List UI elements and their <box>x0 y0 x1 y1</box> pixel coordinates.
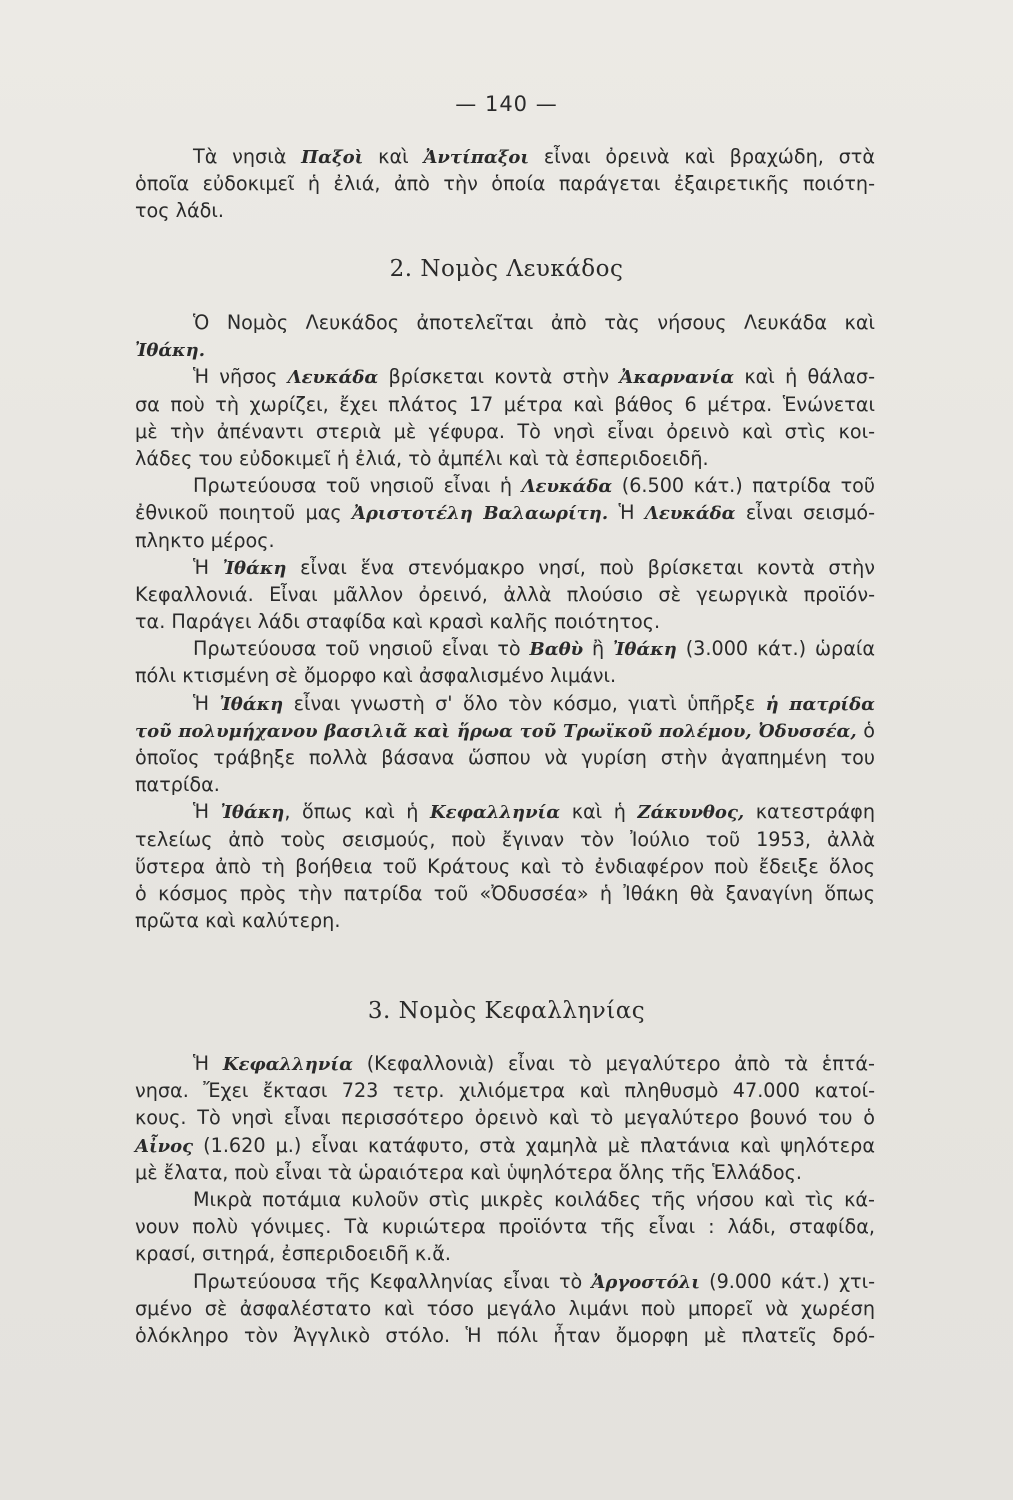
text-line: Κεφαλλονιά. Εἶναι μᾶλλον ὀρεινό, ἀλλὰ πλούσιο σὲ γεωργικὰ προϊόν- <box>135 582 875 606</box>
page-number: — 140 — <box>455 92 558 116</box>
text-line: τοῦ πολυμήχανου βασιλιᾶ καὶ ἥρωα τοῦ Τρωϊκοῦ πολέμου, Ὀδυσσέα, ὁ <box>135 718 875 742</box>
place-paxoi: Παξοὶ <box>301 147 364 168</box>
text-line: πληκτο μέρος. <box>135 528 275 552</box>
text-line: ἐθνικοῦ ποιητοῦ μας Ἀριστοτέλη Βαλαωρίτη. Ἡ Λευκάδα εἶναι σεισμό- <box>135 501 876 525</box>
lefkada-section <box>135 309 875 934</box>
text-line: κους. Τὸ νησὶ εἶναι περισσότερο ὀρεινὸ καὶ τὸ μεγαλύτερο βουνό του ὁ <box>135 1106 875 1130</box>
text-line: μὲ ἔλατα, ποὺ εἶναι τὰ ὡραιότερα καὶ ὑψηλότερα ὅλης τῆς Ἑλλάδος. <box>135 1160 802 1184</box>
text-line: Ἡ νῆσος Λευκάδα βρίσκεται κοντὰ στὴν Ἀκαρνανία καὶ ἡ θάλασ- <box>193 365 875 389</box>
intro-paragraph <box>135 143 875 225</box>
text-line: τα. Παράγει λάδι σταφίδα καὶ κρασὶ καλῆς ποιότητος. <box>135 610 661 634</box>
text-line: ὁποῖα εὐδοκιμεῖ ἡ ἐλιά, ἀπὸ τὴν ὁποία παράγεται ἐξαιρετικῆς ποιότη- <box>135 172 875 196</box>
text-line: Αἶνος (1.620 μ.) εἶναι κατάφυτο, στὰ χαμηλὰ μὲ πλατάνια καὶ ψηλότερα <box>135 1133 875 1157</box>
text-line: πατρίδα. <box>135 773 220 797</box>
text-line: Ἡ Ἰθάκη εἶναι γνωστὴ σ' ὅλο τὸν κόσμο, γιατὶ ὑπῆρξε ἡ πατρίδα <box>193 691 875 715</box>
text-line: τελείως ἀπὸ τοὺς σεισμούς, ποὺ ἔγιναν τὸν Ἰούλιο τοῦ 1953, ἀλλὰ <box>135 827 875 851</box>
section-heading-kefallinia: 3. Νομὸς Κεφαλληνίας <box>367 998 646 1024</box>
text-line: ὁποῖος τράβηξε πολλὰ βάσανα ὥσπου νὰ γυρίση στὴν ἀγαπημένη του <box>135 746 875 769</box>
text-line: σα ποὺ τὴ χωρίζει, ἔχει πλάτος 17 μέτρα καὶ βάθος 6 μέτρα. Ἑνώνεται <box>135 392 875 416</box>
text-line: μὲ τὴν ἀπέναντι στεριὰ μὲ γέφυρα. Τὸ νησὶ εἶναι ὀρεινὸ καὶ στὶς κοι- <box>135 419 875 443</box>
section-heading-lefkada: 2. Νομὸς Λευκάδος <box>389 256 624 282</box>
text-line: Ὁ Νομὸς Λευκάδος ἀποτελεῖται ἀπὸ τὰς νήσους Λευκάδα καὶ <box>193 311 875 334</box>
text-line: λάδες του εὐδοκιμεῖ ἡ ἐλιά, τὸ ἀμπέλι καὶ τὰ ἐσπεριδοειδῆ. <box>135 446 709 470</box>
text-line: Ἡ Κεφαλληνία (Κεφαλλονιὰ) εἶναι τὸ μεγαλύτερο ἀπὸ τὰ ἑπτά- <box>193 1052 875 1075</box>
text-line: ὁλόκληρο τὸν Ἀγγλικὸ στόλο. Ἡ πόλι ἦταν ὄμορφη μὲ πλατεῖς δρό- <box>135 1323 875 1347</box>
text-line: τος λάδι. <box>135 199 224 223</box>
text-line: Τὰ νησιὰ Παξοὶ καὶ Ἀντίπαξοι εἶναι ὀρεινὰ καὶ βραχώδη, στὰ <box>193 145 875 168</box>
text-line: ὕστερα ἀπὸ τὴ βοήθεια τοῦ Κράτους καὶ τὸ ἐνδιαφέρον ποὺ ἔδειξε ὅλος <box>135 854 875 878</box>
kefallinia-section <box>135 1050 875 1349</box>
text-line: Ἡ Ἰθάκη εἶναι ἕνα στενόμακρο νησί, ποὺ βρίσκεται κοντὰ στὴν <box>193 555 875 579</box>
place-antipaxoi: Ἀντίπαξοι <box>423 147 530 168</box>
text-line: σμένο σὲ ἀσφαλέστατο καὶ τόσο μεγάλο λιμάνι ποὺ μπορεῖ νὰ χωρέση <box>135 1296 875 1320</box>
text-line: Πρωτεύουσα τοῦ νησιοῦ εἶναι ἡ Λευκάδα (6.500 κάτ.) πατρίδα τοῦ <box>193 474 875 498</box>
text-line: Πρωτεύουσα τῆς Κεφαλληνίας εἶναι τὸ Ἀργοστόλι (9.000 κάτ.) χτι- <box>193 1269 875 1293</box>
text-line: νησα. Ἔχει ἔκτασι 723 τετρ. χιλιόμετρα καὶ πληθυσμὸ 47.000 κατοί- <box>135 1079 875 1103</box>
text-line: Ἡ Ἰθάκη, ὅπως καὶ ἡ Κεφαλληνία καὶ ἡ Ζάκυνθος, κατεστράφη <box>193 800 875 824</box>
text-line: Μικρὰ ποτάμια κυλοῦν στὶς μικρὲς κοιλάδες τῆς νήσου καὶ τὶς κά- <box>193 1187 875 1211</box>
text-line: πρῶτα καὶ καλύτερη. <box>135 909 341 933</box>
text-line: κρασί, σιτηρά, ἐσπεριδοειδῆ κ.ἄ. <box>135 1242 452 1266</box>
text-line: Ἰθάκη. <box>135 340 206 362</box>
text-line: ὁ κόσμος πρὸς τὴν πατρίδα τοῦ «Ὀδυσσέα» ἡ Ἰθάκη θὰ ξαναγίνη ὅπως <box>135 881 875 905</box>
text-line: πόλι κτισμένη σὲ ὄμορφο καὶ ἀσφαλισμένο λιμάνι. <box>135 664 617 688</box>
text-line: νουν πολὺ γόνιμες. Τὰ κυριώτερα προϊόντα τῆς εἶναι : λάδι, σταφίδα, <box>135 1215 875 1239</box>
text-line: Πρωτεύουσα τοῦ νησιοῦ εἶναι τὸ Βαθὺ ἢ Ἰθάκη (3.000 κάτ.) ὡραία <box>193 637 876 661</box>
